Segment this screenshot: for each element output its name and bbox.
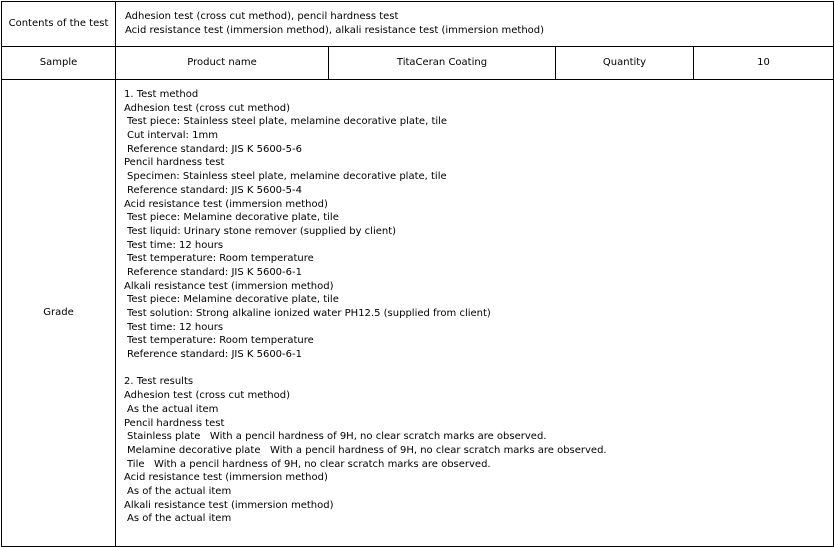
contents-label: Contents of the test xyxy=(2,2,116,47)
results-adhesion-title: Adhesion test (cross cut method) xyxy=(124,390,290,402)
method-acid-liquid: Test liquid: Urinary stone remover (supplied by client) xyxy=(127,225,397,237)
results-pencil-melamine: Melamine decorative plate With a pencil hardness of 9H, no clear scratch marks are observed. xyxy=(127,444,607,456)
results-pencil-title: Pencil hardness test xyxy=(124,417,225,429)
method-alkali-temp: Test temperature: Room temperature xyxy=(127,335,314,347)
method-alkali-standard: Reference standard: JIS K 5600-6-1 xyxy=(127,349,302,361)
grade-row xyxy=(2,80,834,547)
test-report-table xyxy=(1,1,834,547)
method-pencil-specimen: Specimen: Stainless steel plate, melamine decorative plate, tile xyxy=(127,171,447,183)
method-adhesion-standard: Reference standard: JIS K 5600-5-6 xyxy=(127,143,302,155)
method-alkali-time: Test time: 12 hours xyxy=(127,321,224,333)
results-alkali-value: As of the actual item xyxy=(127,513,232,525)
method-alkali-title: Alkali resistance test (immersion method) xyxy=(124,280,334,292)
contents-value xyxy=(116,2,834,47)
method-alkali-piece: Test piece: Melamine decorative plate, tile xyxy=(127,294,339,306)
method-alkali-solution: Test solution: Strong alkaline ionized water PH12.5 (supplied from client) xyxy=(127,308,491,319)
contents-line-2: Acid resistance test (immersion method), alkali resistance test (immersion method) xyxy=(125,25,545,36)
results-acid-value: As of the actual item xyxy=(127,485,232,497)
grade-label: Grade xyxy=(2,80,116,547)
quantity-value: 10 xyxy=(694,47,834,80)
section-spacer xyxy=(124,362,833,376)
method-acid-title: Acid resistance test (immersion method) xyxy=(124,198,328,210)
results-alkali-title: Alkali resistance test (immersion method) xyxy=(124,499,334,511)
method-title: 1. Test method xyxy=(124,89,199,100)
contents-row xyxy=(2,2,834,47)
method-adhesion-piece: Test piece: Stainless steel plate, melamine decorative plate, tile xyxy=(127,116,448,128)
method-pencil-standard: Reference standard: JIS K 5600-5-4 xyxy=(127,184,302,196)
results-acid-title: Acid resistance test (immersion method) xyxy=(124,472,328,484)
contents-line-1: Adhesion test (cross cut method), pencil hardness test xyxy=(125,11,399,23)
sample-row xyxy=(2,47,834,80)
results-pencil-tile: Tile With a pencil hardness of 9H, no clear scratch marks are observed. xyxy=(127,458,491,470)
method-acid-time: Test time: 12 hours xyxy=(127,239,224,251)
product-name-label: Product name xyxy=(116,47,329,80)
method-acid-piece: Test piece: Melamine decorative plate, tile xyxy=(127,212,339,224)
sample-label: Sample xyxy=(2,47,116,80)
results-adhesion-value: As the actual item xyxy=(127,403,219,415)
results-title: 2. Test results xyxy=(124,376,194,388)
method-acid-temp: Test temperature: Room temperature xyxy=(127,253,314,265)
product-name-value: TitaCeran Coating xyxy=(329,47,556,80)
method-pencil-title: Pencil hardness test xyxy=(124,157,225,169)
method-adhesion-title: Adhesion test (cross cut method) xyxy=(124,102,290,114)
grade-details xyxy=(116,80,834,547)
quantity-label: Quantity xyxy=(556,47,694,80)
method-adhesion-interval: Cut interval: 1mm xyxy=(127,130,218,142)
results-pencil-stainless: Stainless plate With a pencil hardness of 9H, no clear scratch marks are observed. xyxy=(127,431,547,443)
method-acid-standard: Reference standard: JIS K 5600-6-1 xyxy=(127,266,302,278)
